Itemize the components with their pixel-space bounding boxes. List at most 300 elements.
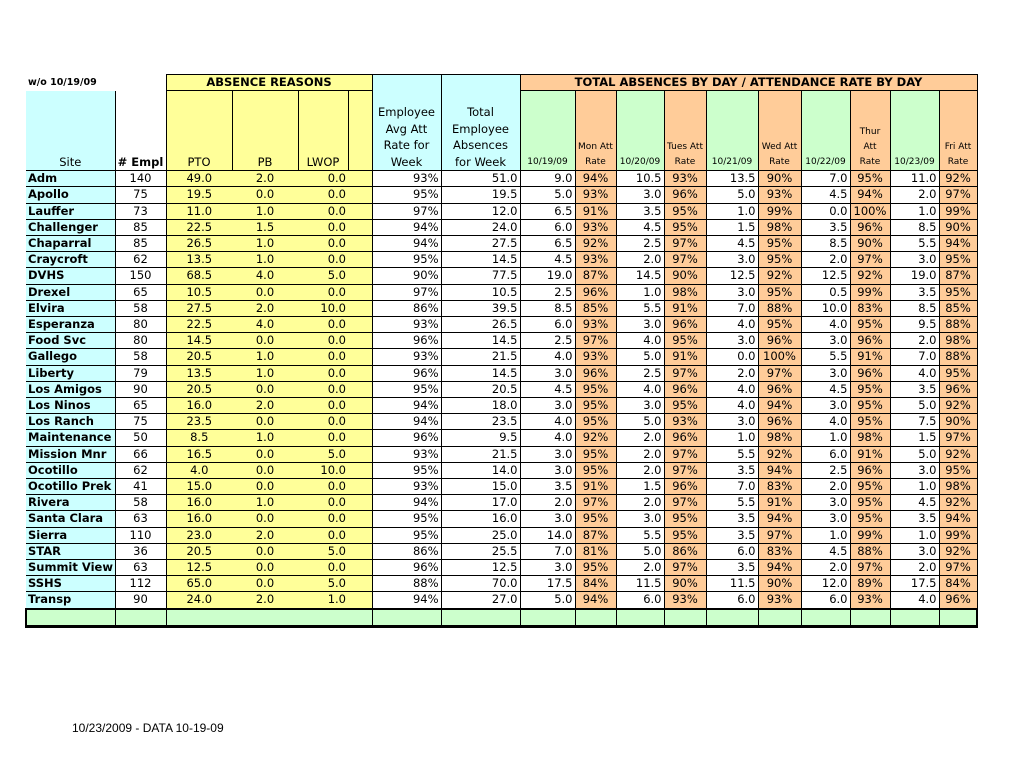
cell-spacer [348, 576, 372, 592]
cell-pb: 2.0 [232, 398, 298, 414]
cell-empl: 63 [115, 560, 166, 576]
cell-avg-att-rate: 93% [372, 171, 441, 187]
cell-pto: 16.5 [166, 446, 232, 462]
cell-absences-d5: 1.0 [890, 203, 939, 219]
cell-total-absences: 14.5 [441, 365, 520, 381]
cell-absences-d3: 3.0 [706, 284, 758, 300]
cell-empl: 140 [115, 171, 166, 187]
cell-thur-att-rate: 96% [850, 219, 890, 235]
cell-wed-att-rate: 91% [758, 495, 801, 511]
table-row [26, 381, 977, 397]
cell-absences-d5: 1.0 [890, 527, 939, 543]
table-row [26, 252, 977, 268]
cell-pb: 1.0 [232, 365, 298, 381]
cell-site: Adm [26, 171, 115, 187]
cell-absences-d3: 11.5 [706, 576, 758, 592]
cell-absences-d4: 6.0 [801, 446, 850, 462]
cell-absences-d4: 10.0 [801, 300, 850, 316]
cell-mon-att-rate: 95% [575, 381, 616, 397]
cell-absences-d5: 7.5 [890, 414, 939, 430]
cell-avg-att-rate: 95% [372, 187, 441, 203]
cell-fri-att-rate: 97% [939, 430, 977, 446]
cell-tues-att-rate: 96% [664, 479, 706, 495]
cell-absences-d3: 3.5 [706, 560, 758, 576]
cell-site: STAR [26, 543, 115, 559]
cell-empl: 62 [115, 462, 166, 478]
cell-thur-att-rate: 93% [850, 592, 890, 609]
table-row [26, 171, 977, 187]
cell-absences-d1: 4.5 [520, 252, 575, 268]
cell-avg-att-rate: 96% [372, 333, 441, 349]
cell-spacer [348, 495, 372, 511]
cell-absences-d2: 14.5 [616, 268, 664, 284]
cell-pb: 0.0 [232, 511, 298, 527]
total-by-day-header: TOTAL ABSENCES BY DAY / ATTENDANCE RATE BY DAY [520, 75, 977, 91]
cell-pb: 0.0 [232, 414, 298, 430]
table-row [26, 236, 977, 252]
cell-tues-att-rate: 97% [664, 365, 706, 381]
cell-tues-att-rate: 97% [664, 462, 706, 478]
cell-absences-d1: 9.0 [520, 171, 575, 187]
cell-absences-d3: 3.5 [706, 511, 758, 527]
cell-tues-att-rate: 96% [664, 381, 706, 397]
cell-pb: 2.0 [232, 527, 298, 543]
cell-absences-d3: 4.0 [706, 317, 758, 333]
cell-mon-att-rate: 95% [575, 511, 616, 527]
cell-thur-att-rate: 89% [850, 576, 890, 592]
cell-fri-att-rate: 90% [939, 219, 977, 235]
table-row [26, 576, 977, 592]
cell-pto: 10.5 [166, 284, 232, 300]
cell-absences-d3: 3.0 [706, 333, 758, 349]
cell-pto: 4.0 [166, 462, 232, 478]
cell-absences-d2: 4.0 [616, 333, 664, 349]
cell-wed-att-rate: 97% [758, 527, 801, 543]
cell-thur-att-rate: 91% [850, 349, 890, 365]
cell-fri-att-rate: 94% [939, 236, 977, 252]
cell-lwop: 0.0 [298, 560, 348, 576]
table-row [26, 462, 977, 478]
cell-absences-d4: 4.5 [801, 187, 850, 203]
cell-absences-d5: 5.5 [890, 236, 939, 252]
col-avg-att-rate: Employee Avg Att Rate for Week [372, 91, 441, 171]
cell-empl: 58 [115, 349, 166, 365]
cell-tues-att-rate: 96% [664, 317, 706, 333]
cell-absences-d1: 6.5 [520, 236, 575, 252]
cell-absences-d4: 6.0 [801, 592, 850, 609]
cell-tues-att-rate: 91% [664, 300, 706, 316]
cell-spacer [348, 511, 372, 527]
cell-absences-d4: 0.5 [801, 284, 850, 300]
cell-fri-att-rate: 92% [939, 446, 977, 462]
cell-lwop: 0.0 [298, 365, 348, 381]
cell-pto: 26.5 [166, 236, 232, 252]
cell-pb: 2.0 [232, 171, 298, 187]
cell-empl: 79 [115, 365, 166, 381]
cell-total-absences: 27.5 [441, 236, 520, 252]
table-row [26, 365, 977, 381]
cell-absences-d5: 4.5 [890, 495, 939, 511]
cell-pb: 0.0 [232, 381, 298, 397]
cell-total-absences: 9.5 [441, 430, 520, 446]
cell-absences-d3: 3.5 [706, 527, 758, 543]
cell-absences-d1: 3.0 [520, 398, 575, 414]
cell-pb: 1.0 [232, 203, 298, 219]
cell-site: Maintenance [26, 430, 115, 446]
cell-absences-d3: 6.0 [706, 592, 758, 609]
cell-spacer [348, 479, 372, 495]
cell-thur-att-rate: 96% [850, 365, 890, 381]
cell-pb: 4.0 [232, 268, 298, 284]
cell-site: Challenger [26, 219, 115, 235]
cell-site: Craycroft [26, 252, 115, 268]
cell-spacer [348, 381, 372, 397]
cell-absences-d5: 4.0 [890, 365, 939, 381]
cell-fri-att-rate: 99% [939, 203, 977, 219]
cell-thur-att-rate: 95% [850, 511, 890, 527]
cell-absences-d2: 2.0 [616, 462, 664, 478]
table-row [26, 300, 977, 316]
cell-site: Transp [26, 592, 115, 609]
cell-site: SSHS [26, 576, 115, 592]
cell-tues-att-rate: 97% [664, 495, 706, 511]
cell-absences-d3: 13.5 [706, 171, 758, 187]
cell-tues-att-rate: 95% [664, 203, 706, 219]
cell-absences-d2: 2.0 [616, 252, 664, 268]
cell-lwop: 0.0 [298, 381, 348, 397]
cell-spacer [348, 430, 372, 446]
cell-absences-d2: 2.0 [616, 446, 664, 462]
cell-absences-d2: 4.5 [616, 219, 664, 235]
cell-total-absences: 14.5 [441, 252, 520, 268]
cell-tues-att-rate: 93% [664, 414, 706, 430]
cell-absences-d1: 3.0 [520, 446, 575, 462]
cell-absences-d1: 2.0 [520, 495, 575, 511]
cell-absences-d2: 5.5 [616, 527, 664, 543]
cell-empl: 85 [115, 236, 166, 252]
cell-mon-att-rate: 93% [575, 187, 616, 203]
cell-total-absences: 21.5 [441, 446, 520, 462]
col-total-absences: Total Employee Absences for Week [441, 91, 520, 171]
cell-pb: 1.0 [232, 349, 298, 365]
cell-thur-att-rate: 90% [850, 236, 890, 252]
cell-empl: 58 [115, 495, 166, 511]
cell-lwop: 0.0 [298, 398, 348, 414]
cell-spacer [348, 446, 372, 462]
col-date-1: 10/19/09 [520, 91, 575, 171]
cell-spacer [348, 236, 372, 252]
empty-cell [232, 609, 298, 627]
cell-avg-att-rate: 93% [372, 317, 441, 333]
cell-pto: 27.5 [166, 300, 232, 316]
cell-absences-d3: 3.5 [706, 462, 758, 478]
cell-total-absences: 18.0 [441, 398, 520, 414]
cell-thur-att-rate: 99% [850, 527, 890, 543]
cell-absences-d3: 1.5 [706, 219, 758, 235]
cell-absences-d3: 7.0 [706, 300, 758, 316]
table-row [26, 268, 977, 284]
cell-mon-att-rate: 93% [575, 317, 616, 333]
cell-total-absences: 70.0 [441, 576, 520, 592]
cell-mon-att-rate: 84% [575, 576, 616, 592]
cell-pto: 23.0 [166, 527, 232, 543]
cell-wed-att-rate: 99% [758, 203, 801, 219]
table-row [26, 284, 977, 300]
cell-avg-att-rate: 96% [372, 430, 441, 446]
table-row [26, 527, 977, 543]
cell-absences-d4: 5.5 [801, 349, 850, 365]
cell-absences-d1: 4.0 [520, 414, 575, 430]
cell-thur-att-rate: 88% [850, 543, 890, 559]
cell-site: Los Ranch [26, 414, 115, 430]
cell-lwop: 0.0 [298, 252, 348, 268]
cell-pb: 2.0 [232, 592, 298, 609]
cell-avg-att-rate: 93% [372, 479, 441, 495]
cell-avg-att-rate: 95% [372, 527, 441, 543]
cell-absences-d5: 19.0 [890, 268, 939, 284]
cell-absences-d4: 12.5 [801, 268, 850, 284]
cell-absences-d2: 2.5 [616, 236, 664, 252]
cell-absences-d4: 2.0 [801, 479, 850, 495]
cell-site: Rivera [26, 495, 115, 511]
cell-absences-d2: 3.5 [616, 203, 664, 219]
cell-fri-att-rate: 95% [939, 284, 977, 300]
cell-tues-att-rate: 97% [664, 236, 706, 252]
cell-fri-att-rate: 94% [939, 511, 977, 527]
cell-absences-d4: 4.5 [801, 381, 850, 397]
cell-absences-d1: 5.0 [520, 592, 575, 609]
table-row [26, 446, 977, 462]
cell-absences-d2: 5.0 [616, 349, 664, 365]
cell-lwop: 5.0 [298, 446, 348, 462]
cell-lwop: 0.0 [298, 479, 348, 495]
cell-absences-d1: 3.5 [520, 479, 575, 495]
cell-empl: 75 [115, 187, 166, 203]
cell-absences-d3: 12.5 [706, 268, 758, 284]
cell-site: Food Svc [26, 333, 115, 349]
week-label: w/o 10/19/09 [28, 77, 97, 88]
cell-lwop: 0.0 [298, 317, 348, 333]
cell-empl: 62 [115, 252, 166, 268]
cell-pto: 49.0 [166, 171, 232, 187]
cell-wed-att-rate: 95% [758, 317, 801, 333]
cell-mon-att-rate: 95% [575, 414, 616, 430]
cell-lwop: 1.0 [298, 592, 348, 609]
cell-absences-d1: 14.0 [520, 527, 575, 543]
cell-absences-d1: 19.0 [520, 268, 575, 284]
cell-absences-d4: 2.5 [801, 462, 850, 478]
cell-absences-d1: 3.0 [520, 560, 575, 576]
cell-mon-att-rate: 95% [575, 560, 616, 576]
cell-fri-att-rate: 98% [939, 479, 977, 495]
cell-avg-att-rate: 86% [372, 543, 441, 559]
cell-empl: 80 [115, 333, 166, 349]
cell-empl: 41 [115, 479, 166, 495]
cell-tues-att-rate: 86% [664, 543, 706, 559]
cell-pb: 1.5 [232, 219, 298, 235]
cell-tues-att-rate: 95% [664, 527, 706, 543]
cell-mon-att-rate: 95% [575, 462, 616, 478]
cell-avg-att-rate: 94% [372, 414, 441, 430]
cell-mon-att-rate: 94% [575, 171, 616, 187]
cell-wed-att-rate: 93% [758, 592, 801, 609]
cell-avg-att-rate: 93% [372, 446, 441, 462]
cell-absences-d1: 6.5 [520, 203, 575, 219]
cell-thur-att-rate: 94% [850, 187, 890, 203]
cell-absences-d5: 5.0 [890, 398, 939, 414]
cell-absences-d1: 4.5 [520, 381, 575, 397]
cell-avg-att-rate: 95% [372, 511, 441, 527]
cell-wed-att-rate: 98% [758, 219, 801, 235]
cell-pb: 0.0 [232, 284, 298, 300]
cell-spacer [348, 527, 372, 543]
cell-mon-att-rate: 81% [575, 543, 616, 559]
cell-empl: 75 [115, 414, 166, 430]
cell-absences-d3: 5.5 [706, 446, 758, 462]
attendance-table [25, 74, 978, 628]
cell-tues-att-rate: 98% [664, 284, 706, 300]
cell-pb: 0.0 [232, 446, 298, 462]
table-row [26, 398, 977, 414]
cell-spacer [348, 414, 372, 430]
cell-absences-d2: 2.0 [616, 495, 664, 511]
cell-site: Ocotillo Prek [26, 479, 115, 495]
cell-site: Liberty [26, 365, 115, 381]
cell-thur-att-rate: 95% [850, 398, 890, 414]
cell-tues-att-rate: 97% [664, 560, 706, 576]
cell-thur-att-rate: 95% [850, 317, 890, 333]
cell-absences-d4: 3.0 [801, 495, 850, 511]
cell-tues-att-rate: 96% [664, 430, 706, 446]
cell-fri-att-rate: 92% [939, 398, 977, 414]
cell-lwop: 0.0 [298, 187, 348, 203]
cell-thur-att-rate: 95% [850, 414, 890, 430]
cell-empl: 90 [115, 592, 166, 609]
cell-thur-att-rate: 95% [850, 495, 890, 511]
cell-spacer [348, 187, 372, 203]
cell-tues-att-rate: 93% [664, 592, 706, 609]
cell-empl: 50 [115, 430, 166, 446]
cell-lwop: 10.0 [298, 462, 348, 478]
cell-avg-att-rate: 94% [372, 592, 441, 609]
cell-absences-d4: 3.0 [801, 398, 850, 414]
cell-avg-att-rate: 94% [372, 219, 441, 235]
cell-empl: 65 [115, 398, 166, 414]
cell-spacer [348, 592, 372, 609]
cell-fri-att-rate: 95% [939, 462, 977, 478]
cell-pb: 4.0 [232, 317, 298, 333]
table-row [26, 511, 977, 527]
cell-absences-d5: 2.0 [890, 560, 939, 576]
cell-mon-att-rate: 91% [575, 203, 616, 219]
cell-pto: 65.0 [166, 576, 232, 592]
cell-absences-d5: 3.0 [890, 252, 939, 268]
cell-lwop: 5.0 [298, 268, 348, 284]
table-row [26, 219, 977, 235]
cell-fri-att-rate: 88% [939, 317, 977, 333]
cell-wed-att-rate: 92% [758, 446, 801, 462]
cell-spacer [348, 268, 372, 284]
cell-mon-att-rate: 94% [575, 592, 616, 609]
empty-cell [850, 609, 890, 627]
cell-lwop: 0.0 [298, 203, 348, 219]
cell-total-absences: 27.0 [441, 592, 520, 609]
cell-total-absences: 25.0 [441, 527, 520, 543]
cell-pto: 22.5 [166, 317, 232, 333]
cell-absences-d2: 2.0 [616, 430, 664, 446]
cell-mon-att-rate: 95% [575, 446, 616, 462]
cell-fri-att-rate: 90% [939, 414, 977, 430]
cell-empl: 66 [115, 446, 166, 462]
cell-total-absences: 14.0 [441, 462, 520, 478]
cell-empl: 36 [115, 543, 166, 559]
cell-mon-att-rate: 87% [575, 527, 616, 543]
cell-absences-d3: 4.0 [706, 381, 758, 397]
cell-empl: 110 [115, 527, 166, 543]
cell-absences-d2: 2.0 [616, 560, 664, 576]
cell-empl: 112 [115, 576, 166, 592]
col-date-2: 10/20/09 [616, 91, 664, 171]
cell-wed-att-rate: 92% [758, 268, 801, 284]
cell-site: Los Amigos [26, 381, 115, 397]
cell-empl: 65 [115, 284, 166, 300]
cell-absences-d4: 4.0 [801, 317, 850, 333]
cell-mon-att-rate: 87% [575, 268, 616, 284]
cell-absences-d1: 17.5 [520, 576, 575, 592]
cell-avg-att-rate: 97% [372, 284, 441, 300]
cell-thur-att-rate: 92% [850, 268, 890, 284]
cell-absences-d3: 5.5 [706, 495, 758, 511]
cell-avg-att-rate: 95% [372, 252, 441, 268]
cell-spacer [348, 252, 372, 268]
cell-pto: 13.5 [166, 252, 232, 268]
cell-site: Los Ninos [26, 398, 115, 414]
cell-site: Chaparral [26, 236, 115, 252]
cell-absences-d4: 3.0 [801, 365, 850, 381]
cell-absences-d4: 4.0 [801, 414, 850, 430]
cell-absences-d5: 1.0 [890, 479, 939, 495]
cell-absences-d3: 7.0 [706, 479, 758, 495]
cell-absences-d3: 3.0 [706, 414, 758, 430]
table-row [26, 543, 977, 559]
cell-wed-att-rate: 94% [758, 398, 801, 414]
cell-pb: 1.0 [232, 236, 298, 252]
cell-spacer [348, 333, 372, 349]
cell-absences-d1: 8.5 [520, 300, 575, 316]
cell-spacer [348, 171, 372, 187]
cell-absences-d2: 4.0 [616, 381, 664, 397]
cell-total-absences: 14.5 [441, 333, 520, 349]
table-row [26, 592, 977, 609]
cell-wed-att-rate: 96% [758, 333, 801, 349]
cell-pb: 0.0 [232, 333, 298, 349]
cell-thur-att-rate: 91% [850, 446, 890, 462]
cell-lwop: 0.0 [298, 430, 348, 446]
cell-pb: 0.0 [232, 462, 298, 478]
cell-wed-att-rate: 95% [758, 236, 801, 252]
cell-tues-att-rate: 95% [664, 398, 706, 414]
cell-mon-att-rate: 93% [575, 252, 616, 268]
cell-spacer [348, 365, 372, 381]
cell-mon-att-rate: 91% [575, 479, 616, 495]
col-pto: PTO [166, 91, 232, 171]
cell-mon-att-rate: 93% [575, 219, 616, 235]
empty-cell [166, 609, 232, 627]
cell-avg-att-rate: 94% [372, 236, 441, 252]
cell-absences-d2: 10.5 [616, 171, 664, 187]
cell-pto: 16.0 [166, 495, 232, 511]
empty-cell [348, 609, 372, 627]
